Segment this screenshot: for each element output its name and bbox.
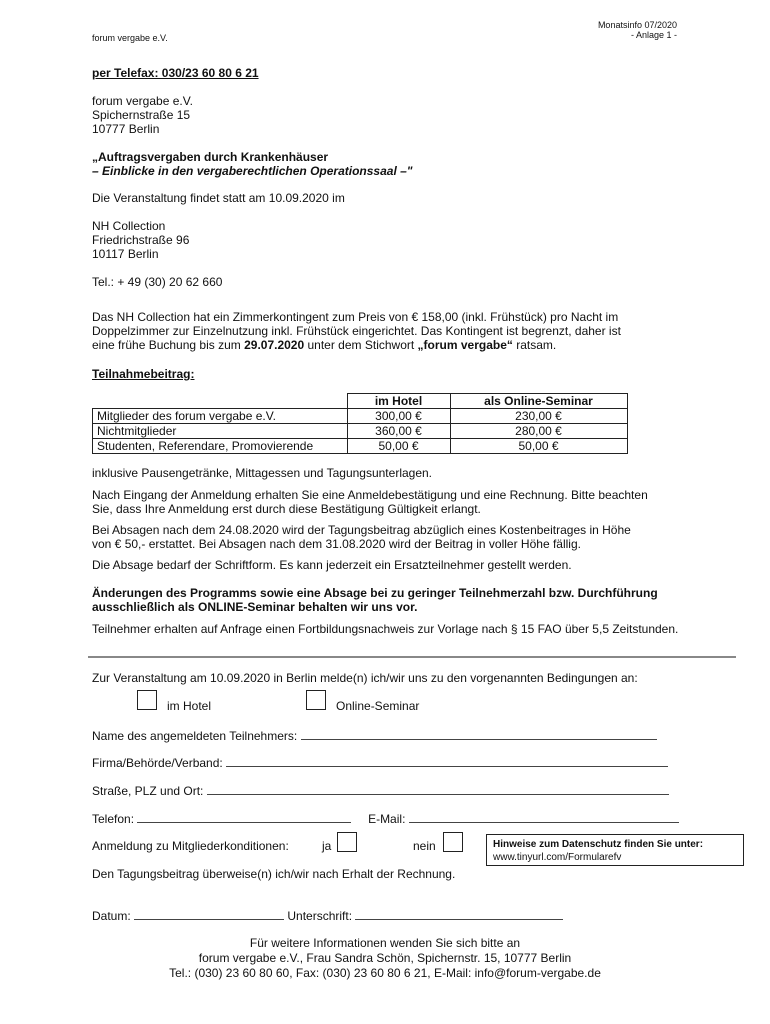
header-anlage: - Anlage 1 - [630, 30, 677, 40]
event-title [92, 150, 412, 178]
divider [88, 656, 736, 658]
hotel-line1: Das NH Collection hat ein Zimmerkontingent zum Preis von € 158,00 (inkl. Frühstück) pro Nacht im [92, 310, 619, 324]
hotel-line2: Doppelzimmer zur Einzelnutzung inkl. Frühstück eingerichtet. Das Kontingent ist begrenzt, daher ist [92, 324, 621, 338]
fees-table [92, 393, 628, 454]
hotel-line3: eine frühe Buchung bis zum 29.07.2020 unter dem Stichwort „forum vergabe“ ratsam. [92, 338, 557, 352]
venue-line: Friedrichstraße 96 [92, 233, 190, 247]
date-field[interactable] [134, 909, 284, 920]
table-row: Mitglieder des forum vergabe e.V. 300,00 € 230,00 € [93, 409, 628, 424]
name-row [92, 729, 657, 743]
footer-line2: forum vergabe e.V., Frau Sandra Schön, Spichernstr. 15, 10777 Berlin [198, 951, 572, 965]
training-note: Teilnehmer erhalten auf Anfrage einen Fortbildungsnachweis zur Vorlage nach § 15 FAO über 5,5 Zeitstunden. [92, 622, 679, 636]
signature-label: Unterschrift: [287, 909, 353, 923]
fees-heading: Teilnahmebeitrag: [92, 367, 195, 381]
member-no-checkbox[interactable] [443, 832, 463, 852]
name-field[interactable] [301, 729, 657, 740]
email-field[interactable] [409, 812, 679, 823]
privacy-box [486, 834, 744, 866]
online-option-label: Online-Seminar [336, 699, 420, 713]
contact-row [92, 812, 679, 826]
phone-label: Telefon: [92, 812, 135, 826]
inclusive-note: inklusive Pausengetränke, Mittagessen und Tagungsunterlagen. [92, 466, 433, 480]
phone-field[interactable] [137, 812, 351, 823]
privacy-title: Hinweise zum Datenschutz finden Sie unter: [493, 839, 704, 850]
venue-line: NH Collection [92, 219, 166, 233]
company-row [92, 756, 668, 770]
company-field[interactable] [226, 756, 668, 767]
name-label: Name des angemeldeten Teilnehmers: [92, 729, 298, 743]
email-label: E-Mail: [368, 812, 406, 826]
member-yes-checkbox[interactable] [337, 832, 357, 852]
transfer-note: Den Tagungsbeitrag überweise(n) ich/wir nach Erhalt der Rechnung. [92, 867, 456, 881]
company-label: Firma/Behörde/Verband: [92, 756, 223, 770]
footer-line3: Tel.: (030) 23 60 80 60, Fax: (030) 23 60 80 6 21, E-Mail: info@forum-vergabe.de [169, 966, 601, 980]
hotel-option-label: im Hotel [167, 699, 212, 713]
event-title-line2: – Einblicke in den vergaberechtlichen Operationssaal –" [92, 164, 413, 178]
street-field[interactable] [207, 784, 669, 795]
cancellation-note: Bei Absagen nach dem 24.08.2020 wird der Tagungsbeitrag abzüglich eines Kostenbeitrages in Höhe von € 50,- erstattet. Bei Absagen nach dem 31.08.2020 wird der Beitrag in voller Höhe fällig. [92, 523, 631, 551]
recipient-address [92, 94, 193, 136]
address-line: 10777 Berlin [92, 122, 160, 136]
privacy-link[interactable]: www.tinyurl.com/Formularefv [493, 852, 622, 863]
table-row: Studenten, Referendare, Promovierende 50,00 € 50,00 € [93, 439, 628, 454]
table-row: Nichtmitglieder 360,00 € 280,00 € [93, 424, 628, 439]
venue-address [92, 219, 189, 261]
booking-keyword: „forum vergabe“ [417, 338, 513, 352]
hotel-checkbox[interactable] [137, 690, 157, 710]
header-monatsinfo: Monatsinfo 07/2020 [597, 20, 677, 30]
venue-phone: Tel.: + 49 (30) 20 62 660 [92, 275, 223, 289]
fees-header-row [93, 394, 628, 409]
event-date: Die Veranstaltung findet statt am 10.09.2020 im [92, 191, 345, 205]
hotel-info [92, 310, 621, 352]
street-label: Straße, PLZ und Ort: [92, 784, 204, 798]
address-line: Spichernstraße 15 [92, 108, 191, 122]
col-hotel: im Hotel [347, 394, 450, 409]
footer [0, 936, 770, 981]
member-yes-label: ja [322, 839, 332, 853]
fax-number: per Telefax: 030/23 60 80 6 21 [92, 66, 259, 80]
header-org: forum vergabe e.V. [92, 33, 168, 43]
written-form-note: Die Absage bedarf der Schriftform. Es kann jederzeit ein Ersatzteilnehmer gestellt werden. [92, 558, 572, 572]
event-title-line1: „Auftragsvergaben durch Krankenhäuser [92, 150, 329, 164]
confirmation-note: Nach Eingang der Anmeldung erhalten Sie eine Anmeldebestätigung und eine Rechnung. Bitte beachten Sie, dass Ihre Anmeldung erst durch diese Bestätigung Gültigkeit erlangt. [92, 488, 648, 516]
date-label: Datum: [92, 909, 131, 923]
form-intro: Zur Veranstaltung am 10.09.2020 in Berlin melde(n) ich/wir uns zu den vorgenannten Bedingungen an: [92, 671, 638, 685]
member-no-label: nein [413, 839, 436, 853]
signature-row [92, 909, 563, 923]
address-line: forum vergabe e.V. [92, 94, 193, 108]
street-row [92, 784, 669, 798]
signature-field[interactable] [355, 909, 563, 920]
header-info [598, 20, 677, 40]
venue-line: 10117 Berlin [92, 247, 159, 261]
member-label: Anmeldung zu Mitgliederkonditionen: [92, 839, 289, 853]
col-online: als Online-Seminar [450, 394, 627, 409]
online-checkbox[interactable] [306, 690, 326, 710]
footer-line1: Für weitere Informationen wenden Sie sich bitte an [249, 936, 521, 950]
changes-note: Änderungen des Programms sowie eine Absage bei zu geringer Teilnehmerzahl bzw. Durchführung ausschließlich als ONLINE-Seminar behalten wir uns vor. [92, 586, 658, 614]
booking-deadline: 29.07.2020 [244, 338, 305, 352]
